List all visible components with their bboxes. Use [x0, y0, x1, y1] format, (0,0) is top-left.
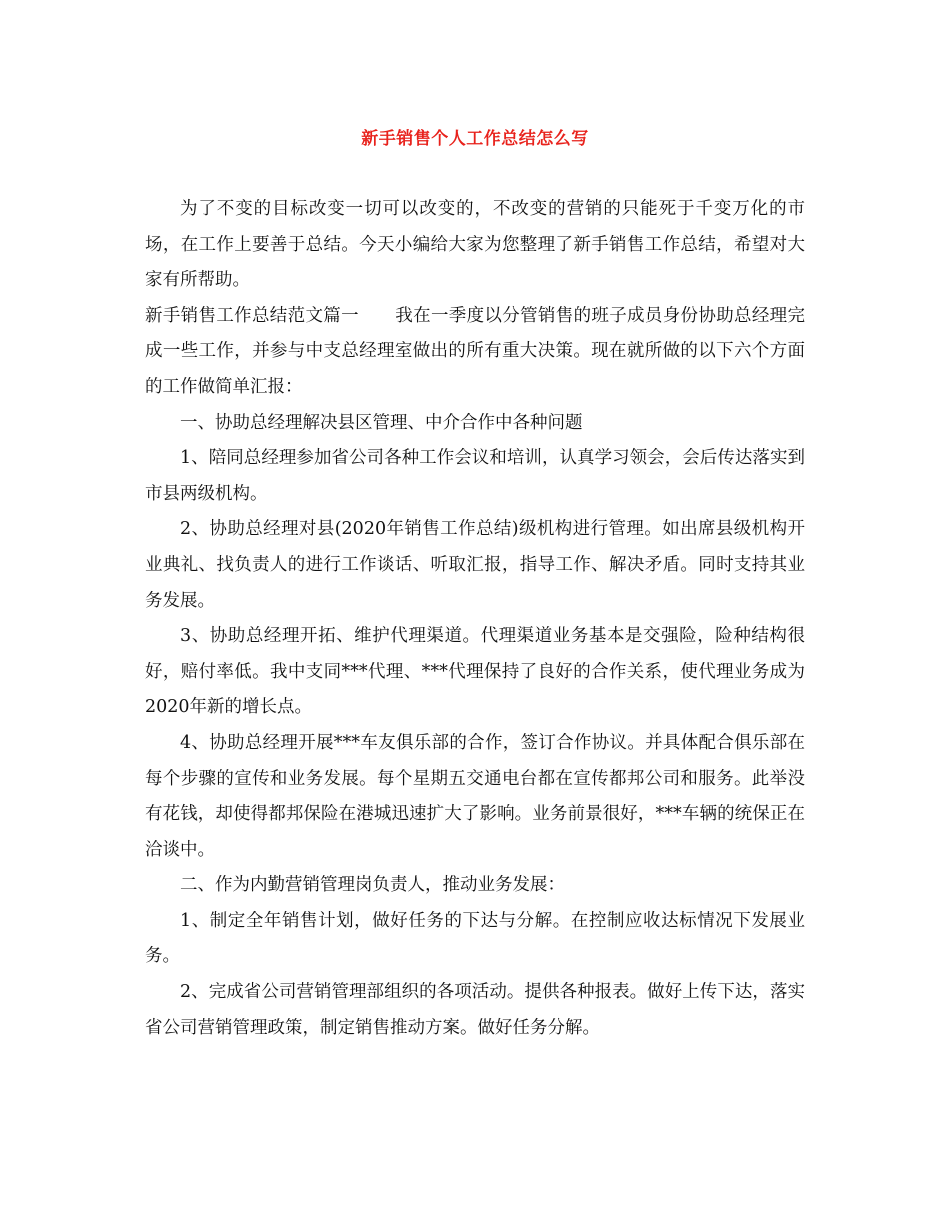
document-title: 新手销售个人工作总结怎么写 [361, 129, 589, 149]
paragraph-2: 1、陪同总经理参加省公司各种工作会议和培训，认真学习领会，会后传达落实到市县两级机构。 [145, 448, 805, 504]
section-paragraph [145, 299, 805, 406]
paragraph-4: 3、协助总经理开拓、维护代理渠道。代理渠道业务基本是交强险，险种结构很好，赔付率低。我中支同***代理、***代理保持了良好的合作关系，使代理业务成为2020年新的增长点。 [145, 626, 805, 718]
paragraph-8: 2、完成省公司营销管理部组织的各项活动。提供各种报表。做好上传下达，落实省公司营销管理政策，制定销售推动方案。做好任务分解。 [145, 982, 805, 1038]
document-body [145, 192, 805, 1046]
paragraph-6: 二、作为内勤营销管理岗负责人，推动业务发展： [180, 875, 565, 896]
paragraph-3: 2、协助总经理对县(2020年销售工作总结)级机构进行管理。如出席县级机构开业典礼、找负责人的进行工作谈话、听取汇报，指导工作、解决矛盾。同时支持其业务发展。 [145, 519, 805, 611]
paragraph-1: 一、协助总经理解决县区管理、中介合作中各种问题 [180, 412, 583, 433]
intro-paragraph: 为了不变的目标改变一切可以改变的，不改变的营销的只能死于千变万化的市场，在工作上要善于总结。今天小编给大家为您整理了新手销售工作总结，希望对大家有所帮助。 [145, 199, 805, 291]
paragraph-5: 4、协助总经理开展***车友俱乐部的合作，签订合作协议。并具体配合俱乐部在每个步骤的宣传和业务发展。每个星期五交通电台都在宣传都邦公司和服务。此举没有花钱，却使得都邦保险在港城迅速扩大了影响。业务前景很好，***车辆的统保正在洽谈中。 [145, 732, 805, 860]
paragraph-7: 1、制定全年销售计划，做好任务的下达与分解。在控制应收达标情况下发展业务。 [145, 910, 805, 967]
section-opening: 我在一季度以分管销售的班子成员身份协助总经理完成一些工作，并参与中支总经理室做出的所有重大决策。现在就所做的以下六个方面的工作做简单汇报： [145, 305, 806, 397]
section-label: 新手销售工作总结范文篇一 [145, 305, 359, 326]
